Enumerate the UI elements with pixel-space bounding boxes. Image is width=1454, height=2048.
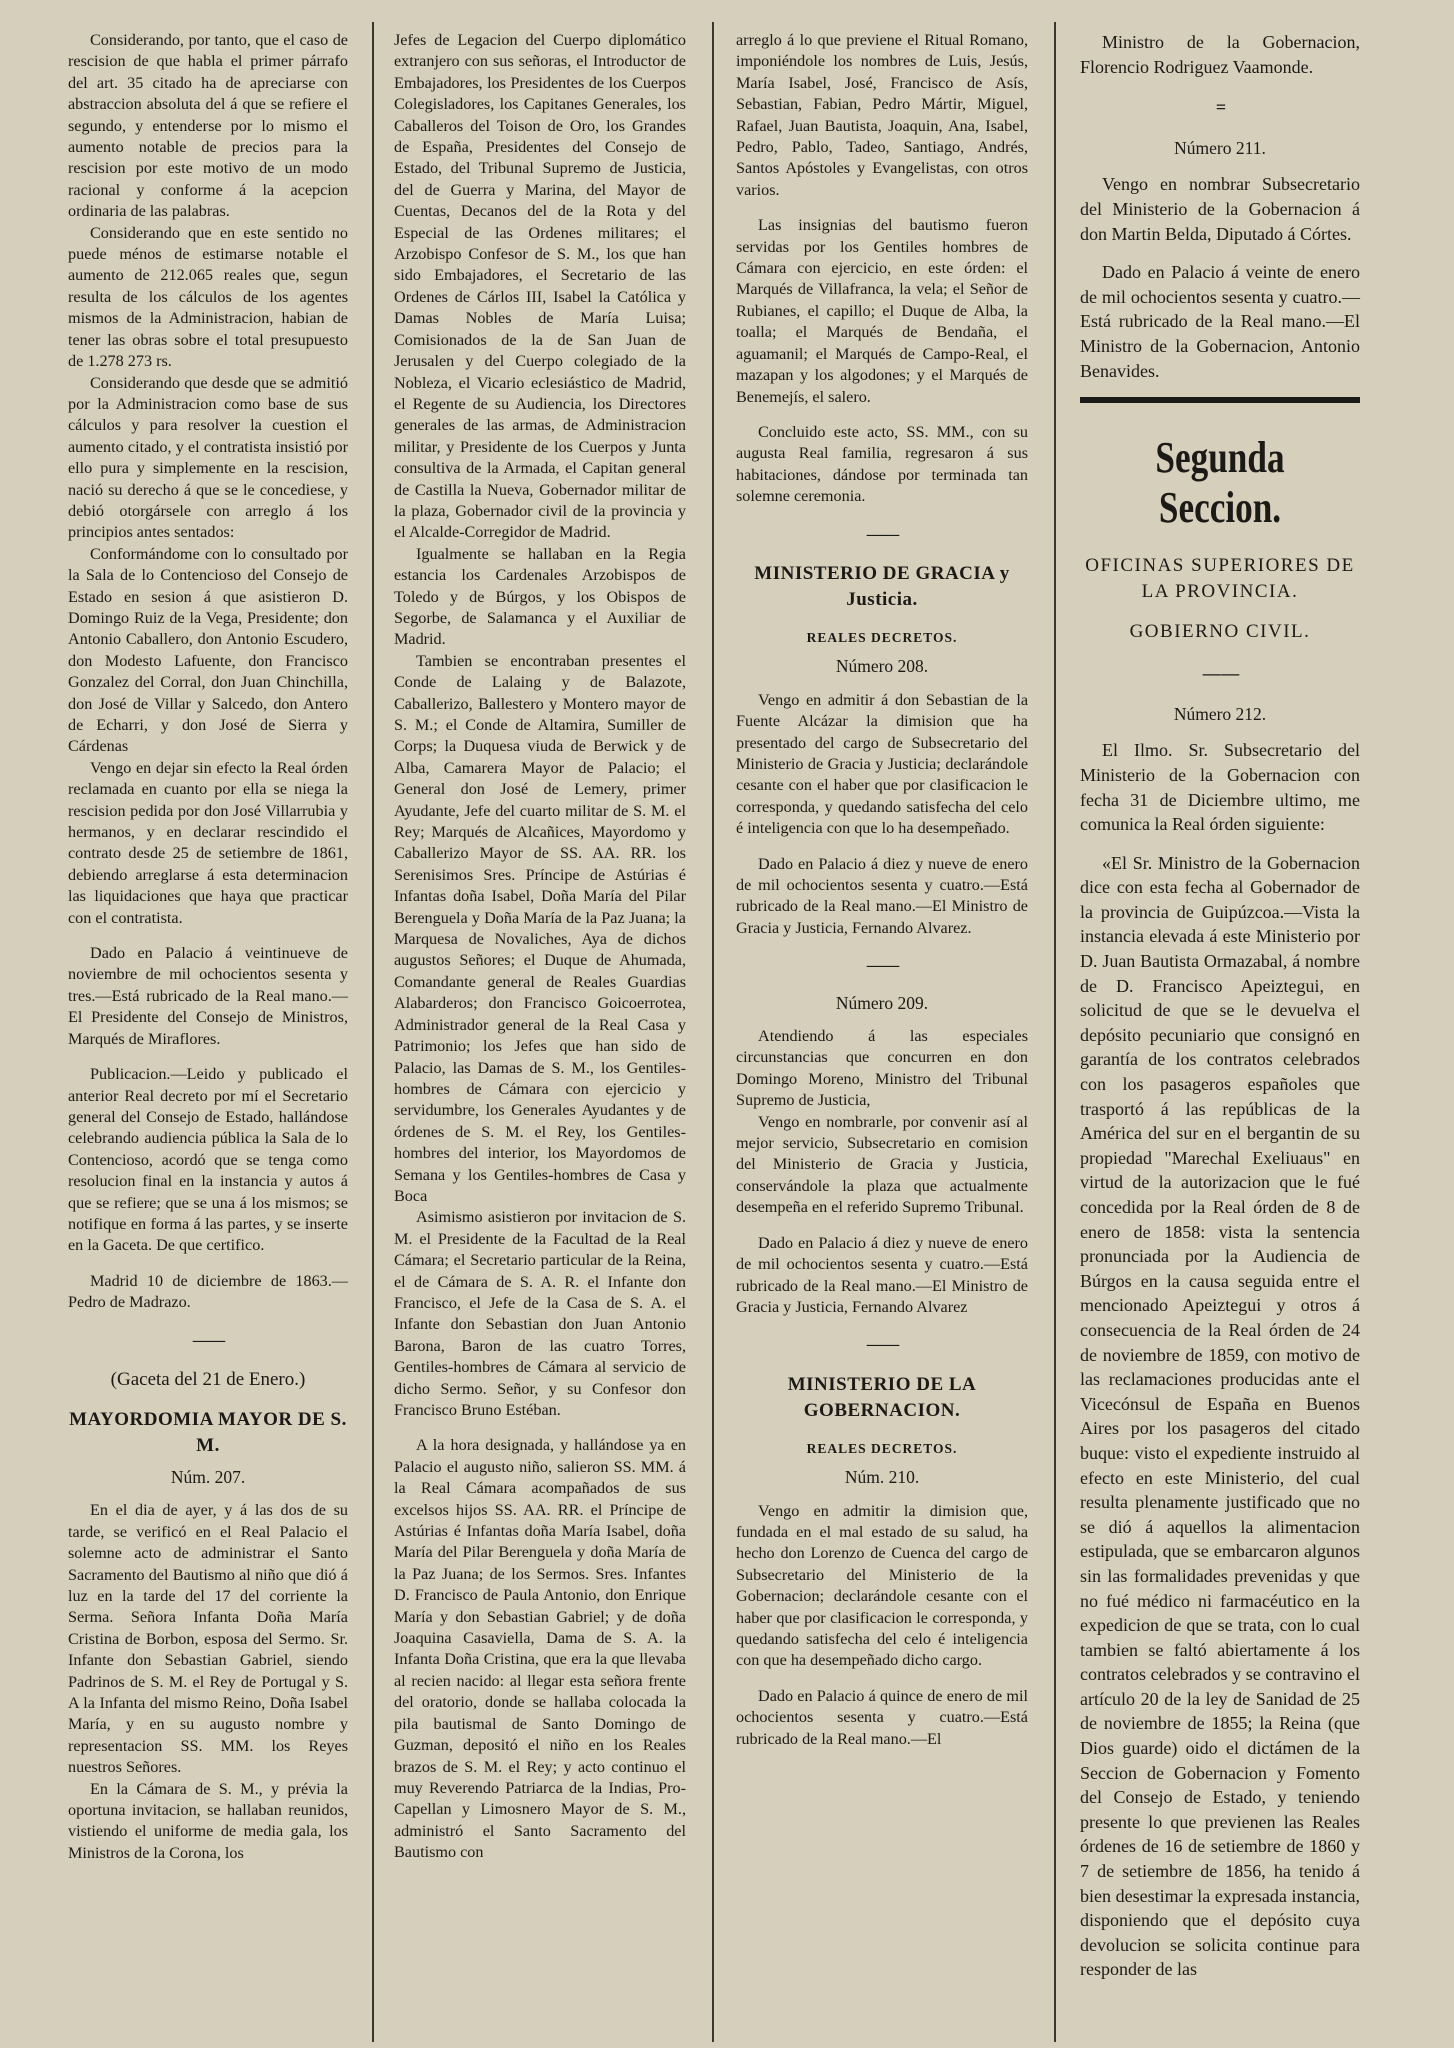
subheading: REALES DECRETOS.: [806, 1440, 958, 1456]
column-2: [384, 30, 696, 2040]
section-title: Segunda Seccion.: [1155, 433, 1285, 533]
thick-rule: [1080, 397, 1360, 403]
paragraph: Publicacion.—Leido y publicado el anterior Real decreto por mí el Secretario general del Consejo de Estado, hallándose celebrando audiencia pública la Sala de lo Contencioso, acordó que se tenga como resolucion final en la instancia y autos á que se refiere; que se una á los mismos; se notifique en forma á las partes, y se inserte en la Gaceta. De que certifico.: [68, 1065, 348, 1255]
government-heading: GOBIERNO CIVIL.: [1129, 621, 1311, 643]
ministry-heading: MINISTERIO DE GRACIA y Justicia.: [754, 562, 1010, 610]
separator: =: [1215, 97, 1225, 118]
paragraph: Tambien se encontraban presentes el Conde de Lalaing y de Balazote, Caballerizo, Ballestero y Montero mayor de S. M.; el Conde de Altamira, Sumiller de Corps; la Duquesa viuda de Berwick y de Alba, Camarera Mayor de Palacio; el General don José de Lemery, primer Ayudante, Jefe del cuarto militar de S. M. el Rey; Marqués de Alcañices, Mayordomo y Caballerizo Mayor de SS. AA. RR. los Serenisimos Sres. Príncipe de Astúrias é Infantas doña Isabel, Doña María del Pilar Berenguela y Doña María de la Paz Juana; la Marquesa de Novaliches, Aya de dichos augustos Señores; el Duque de Ahumada, Comandante general de Reales Guardias Alabarderos; don Francisco Goicoerrotea, Administrador general de la Real Casa y Patrimonio; los Jefes que han sido de Palacio, las Damas de S. M., los Gentiles-hombres de Cámara con ejercicio y servidumbre, los Generales Ayudantes y de órdenes de S. M. el Rey, los Gentiles-hombres del interior, los Mayordomos de Semana y los Gentiles-hombres de Casa y Boca: [394, 651, 686, 1205]
separator: — —: [192, 1330, 224, 1349]
separator: — —: [866, 524, 898, 543]
paragraph: En el dia de ayer, y á las dos de su tarde, se verificó en el Real Palacio el solemne acto de administrar el Santo Sacramento del Bautismo al niño que dió á luz en la tarde del 17 del corriente la Serma. Señora Infanta Doña María Cristina de Borbon, esposa del Sermo. Sr. Infante don Sebastian Gabriel, siendo Padrinos de S. M. el Rey de Portugal y S. A la Infanta del mismo Reino, Doña Isabel María, y en su augusto nombre y representacion SS. MM. los Reyes nuestros Señores.: [68, 1501, 348, 1777]
paragraph: Las insignias del bautismo fueron servidas por los Gentiles hombres de Cámara con ejercicio, en este órden: el Marqués de Villafranca, la vela; el Señor de Rubianes, el capillo; el Duque de Alba, la toalla; el Marqués de Bendaña, el aguamanil; el Marqués de Campo-Real, el mazapan y los algodones; y el Marqués de Benemejís, el salero.: [736, 216, 1028, 406]
paragraph: En la Cámara de S. M., y prévia la oportuna invitacion, se hallaban reunidos, vistiendo el uniforme de media gala, los Ministros de la Corona, los: [68, 1779, 348, 1862]
paragraph: Jefes de Legacion del Cuerpo diplomático extranjero con sus señoras, el Introductor de Embajadores, los Presidentes de los Cuerpos Colegisladores, los Capitanes Generales, los Caballeros del Toison de Oro, los Grandes de España, Presidentes del Consejo de Estado, del Tribunal Supremo de Justicia, del de Guerra y Marina, del Mayor de Cuentas, Decanos del de la Rota y del Especial de las Ordenes militares; el Arzobispo Confesor de S. M., los que han sido Embajadores, el Secretario de las Ordenes de Cárlos III, Isabel la Católica y Damas Nobles de María Luisa; Comisionados de la de San Juan de Jerusalen y del Cuerpo colegiado de la Nobleza, el Vicario eclesiástico de Madrid, el Regente de su Audiencia, los Directores generales de las armas, de Administracion militar, y Presidente de los Cuerpos y Junta consultiva de la Armada, el Capitan general de Castilla la Nueva, Gobernador militar de la plaza, Gobernador civil de la provincia y el Alcalde-Corregidor de Madrid.: [394, 31, 686, 542]
gaceta-heading: (Gaceta del 21 de Enero.): [110, 1368, 306, 1390]
office-heading: OFICINAS SUPERIORES DE LA PROVINCIA.: [1085, 555, 1355, 603]
subheading: REALES DECRETOS.: [806, 629, 958, 645]
paragraph: Vengo en dejar sin efecto la Real órden reclamada en cuanto por ella se niega la rescision pedida por don José Villarrubia y hermanos, y en declarar rescindido el contrato desde 25 de setiembre de 1861, debiendo arreglarse á esta determinacion las liquidaciones que haya que practicar con el contratista.: [68, 758, 348, 927]
date-signature: Madrid 10 de diciembre de 1863.—Pedro de Madrazo.: [68, 1271, 348, 1312]
paragraph: Igualmente se hallaban en la Regia estancia los Cardenales Arzobispos de Toledo y de Búrgos, y los Obispos de Segorbe, de Salamanca y el Auxiliar de Madrid.: [394, 544, 686, 649]
decree-number: Número 212.: [1173, 703, 1267, 724]
column-3: [726, 30, 1038, 2040]
column-rule: [372, 22, 374, 2042]
paragraph: Dado en Palacio á veintinueve de noviembre de mil ochocientos sesenta y tres.—Está rubricado de la Real mano.—El Presidente del Consejo de Ministros, Marqués de Miraflores.: [68, 944, 348, 1048]
paragraph: A la hora designada, y hallándose ya en Palacio el augusto niño, salieron SS. MM. á la Real Cámara acompañados de sus excelsos hijos SS. AA. RR. el Príncipe de Astúrias é Infantas doña María Isabel, doña María del Pilar Berenguela y doña María de la Paz Juana; de los Sermos. Sres. Infantes D. Francisco de Paula Antonio, don Enrique María y don Sebastian Gabriel; y de doña Joaquina Casaviella, Dama de S. A. la Infanta Doña Cristina, que era la que llevaba al recien nacido: al llegar esta señora frente del oratorio, donde se hallaba colocada la pila bautismal de Santo Domingo de Guzman, depositó el niño en los Reales brazos de S. M. el Rey; y acto continuo el muy Reverendo Patriarca de la Indias, Pro-Capellan y Limosnero Mayor de S. M., administró el Santo Sacramento del Bautismo con: [394, 1436, 686, 1862]
decree-number: Núm. 207.: [170, 1466, 246, 1487]
paragraph: El Ilmo. Sr. Subsecretario del Ministerio de la Gobernacion con fecha 31 de Diciembre ultimo, me comunica la Real órden siguiente:: [1080, 740, 1360, 835]
decree-number: Núm. 210.: [844, 1467, 920, 1488]
separator: — —: [1202, 663, 1238, 684]
decree-number: Número 211.: [1174, 137, 1266, 158]
paragraph: Ministro de la Gobernacion, Florencio Rodriguez Vaamonde.: [1080, 32, 1360, 77]
ministry-heading: MINISTERIO DE LA GOBERNACION.: [787, 1373, 977, 1421]
column-rule: [1054, 22, 1056, 2042]
paragraph: Considerando, por tanto, que el caso de rescision de que habla el primer párrafo del art. 35 citado ha de apreciarse con abstraccion absoluta del á que se refiere el segundo, y entenderse por lo mismo el aumento notable de precios para la rescision por este motivo de un modo racional y conforme á la acepcion ordinaria de las palabras.: [68, 31, 348, 221]
separator: — —: [866, 1335, 898, 1354]
paragraph: Atendiendo á las especiales circunstancias que concurren en don Domingo Moreno, Ministro del Tribunal Supremo de Justicia,: [736, 1027, 1028, 1110]
decree-number: Número 208.: [835, 656, 929, 677]
paragraph: Dado en Palacio á veinte de enero de mil ochocientos sesenta y cuatro.—Está rubricado de la Real mano.—El Ministro de la Gobernacion, Antonio Benavides.: [1080, 262, 1360, 381]
column-1: [58, 30, 358, 2040]
paragraph: Vengo en admitir la dimision que, fundada en el mal estado de su salud, ha hecho don Lorenzo de Cuenca del cargo de Subsecretario del Ministerio de la Gobernacion; declarándole cesante con el haber que por clasificacion le corresponda, y quedando satisfecha del celo é inteligencia con que ha desempeñado dicho cargo.: [736, 1501, 1028, 1670]
paragraph: Considerando que desde que se admitió por la Administracion como base de sus cálculos y para resolver la cuestion el aumento citado, y el contratista insistió por ello pura y simplemente en la rescision, nació su derecho á que se le concediese, y debió otorgársele con arreglo á los principios antes sentados:: [68, 373, 348, 542]
paragraph: Vengo en admitir á don Sebastian de la Fuente Alcázar la dimision que ha presentado del cargo de Subsecretario del Ministerio de Gracia y Justicia; declarándole cesante con el haber que por clasificacion le corresponda, y quedando satisfecha del celo é inteligencia con que lo ha desempeñado.: [736, 690, 1028, 838]
paragraph: Concluido este acto, SS. MM., con su augusta Real familia, regresaron á sus habitaciones, dándose por terminada tan solemne ceremonia.: [736, 422, 1028, 506]
column-rule: [712, 22, 714, 2042]
paragraph: Vengo en nombrarle, por convenir así al mejor servicio, Subsecretario en comision del Ministerio de Gracia y Justicia, conservándole la plaza que actualmente desempeña en el referido Supremo Tribunal.: [736, 1112, 1028, 1217]
paragraph: «El Sr. Ministro de la Gobernacion dice con esta fecha al Gobernador de la provincia de Guipúzcoa.—Vista la instancia elevada á este Ministerio por D. Juan Bautista Ormazabal, á nombre de D. Francisco Apeiztegui, en solicitud de que se le devuelva el depósito pecuniario que consignó en garantía de los contratos celebrados con los pasageros españoles que trasportó á las repúblicas de la América del sur en el bergantin de su propiedad "Marechal Exeliuaus" en virtud de la autorizacion que le fué concedida por la Real órden de 8 de enero de 1858: vista la sentencia pronunciada por la Audiencia de Búrgos en la causa seguida entre el mencionado Apeiztegui y otros á consecuencia de la Real órden de 24 de noviembre de 1859, con motivo de las reclamaciones producidas ante el Vicecónsul de España en Buenos Aires por los pasageros del citado buque: visto el expediente instruido al efecto en este Ministerio, del cual resulta plenamente justificado que no se dió á aquellos la alimentacion estipulada, que se embarcaron algunos sin las formalidades prevenidas y que no fué médico ni farmacéutico en la expedicion de que se trata, con lo cual tambien se faltó abiertamente á los contratos celebrados y se contravino el artículo 20 de la ley de Sanidad de 25 de noviembre de 1855; la Reina (que Dios guarde) oido el dictámen de la Seccion de Gobernacion y Fomento del Consejo de Estado, y teniendo presente lo que previenen las Reales órdenes de 16 de setiembre de 1860 y 7 de setiembre de 1856, ha tenido á bien desestimar la expresada instancia, disponiendo que el depósito cuya devolucion se solicita continue para responder de las: [1080, 852, 1360, 1980]
paragraph: Vengo en nombrar Subsecretario del Ministerio de la Gobernacion á don Martin Belda, Diputado á Córtes.: [1080, 174, 1360, 244]
paragraph: arreglo á lo que previene el Ritual Romano, imponiéndole los nombres de Luis, Jesús, María Isabel, José, Francisco de Asís, Sebastian, Fabian, Pedro Mártir, Miguel, Rafael, Juan Bautista, Joaquin, Ana, Isabel, Pedro, Pablo, Tadeo, Santiago, Andrés, Santos Apóstoles y Evangelistas, con otros varios.: [736, 31, 1028, 199]
column-4: [1070, 30, 1370, 2040]
paragraph: Dado en Palacio á diez y nueve de enero de mil ochocientos sesenta y cuatro.—Está rubricado de la Real mano.—El Ministro de Gracia y Justicia, Fernando Alvarez.: [736, 854, 1028, 937]
paragraph: Dado en Palacio á quince de enero de mil ochocientos sesenta y cuatro.—Está rubricado de la Real mano.—El: [736, 1686, 1028, 1748]
section-heading: MAYORDOMIA MAYOR DE S. M.: [69, 1408, 347, 1456]
separator: — —: [866, 956, 898, 975]
paragraph: Dado en Palacio á diez y nueve de enero de mil ochocientos sesenta y cuatro.—Está rubricado de la Real mano.—El Ministro de Gracia y Justicia, Fernando Alvarez: [736, 1233, 1028, 1316]
paragraph: Considerando que en este sentido no puede ménos de estimarse notable el aumento de 212.065 reales que, segun resulta de los cálculos de los agentes mismos de la Administracion, habian de tener las obras sobre el total presupuesto de 1.278 273 rs.: [68, 223, 348, 371]
decree-number: Número 209.: [835, 992, 929, 1013]
paragraph: Conformándome con lo consultado por la Sala de lo Contencioso del Consejo de Estado en sesion á que asistieron D. Domingo Ruiz de la Vega, Presidente; don Antonio Caballero, don Antonio Escudero, don Modesto Lafuente, don Francisco Gonzalez del Corral, don Juan Chinchilla, don José de Villar y Salcedo, don Antero de Echarri, y don José de Sierra y Cárdenas: [68, 544, 348, 756]
paragraph: Asimismo asistieron por invitacion de S. M. el Presidente de la Facultad de la Real Cámara; el Secretario particular de la Reina, el de Cámara de S. A. R. el Infante don Francisco, el Jefe de la Casa de S. A. el Infante don Sebastian don Juan Antonio Barona, Baron de las cuatro Torres, Gentiles-hombres de Cámara al servicio de dicho Sermo. Señor, y su Confesor don Francisco Bruno Estéban.: [394, 1208, 686, 1419]
